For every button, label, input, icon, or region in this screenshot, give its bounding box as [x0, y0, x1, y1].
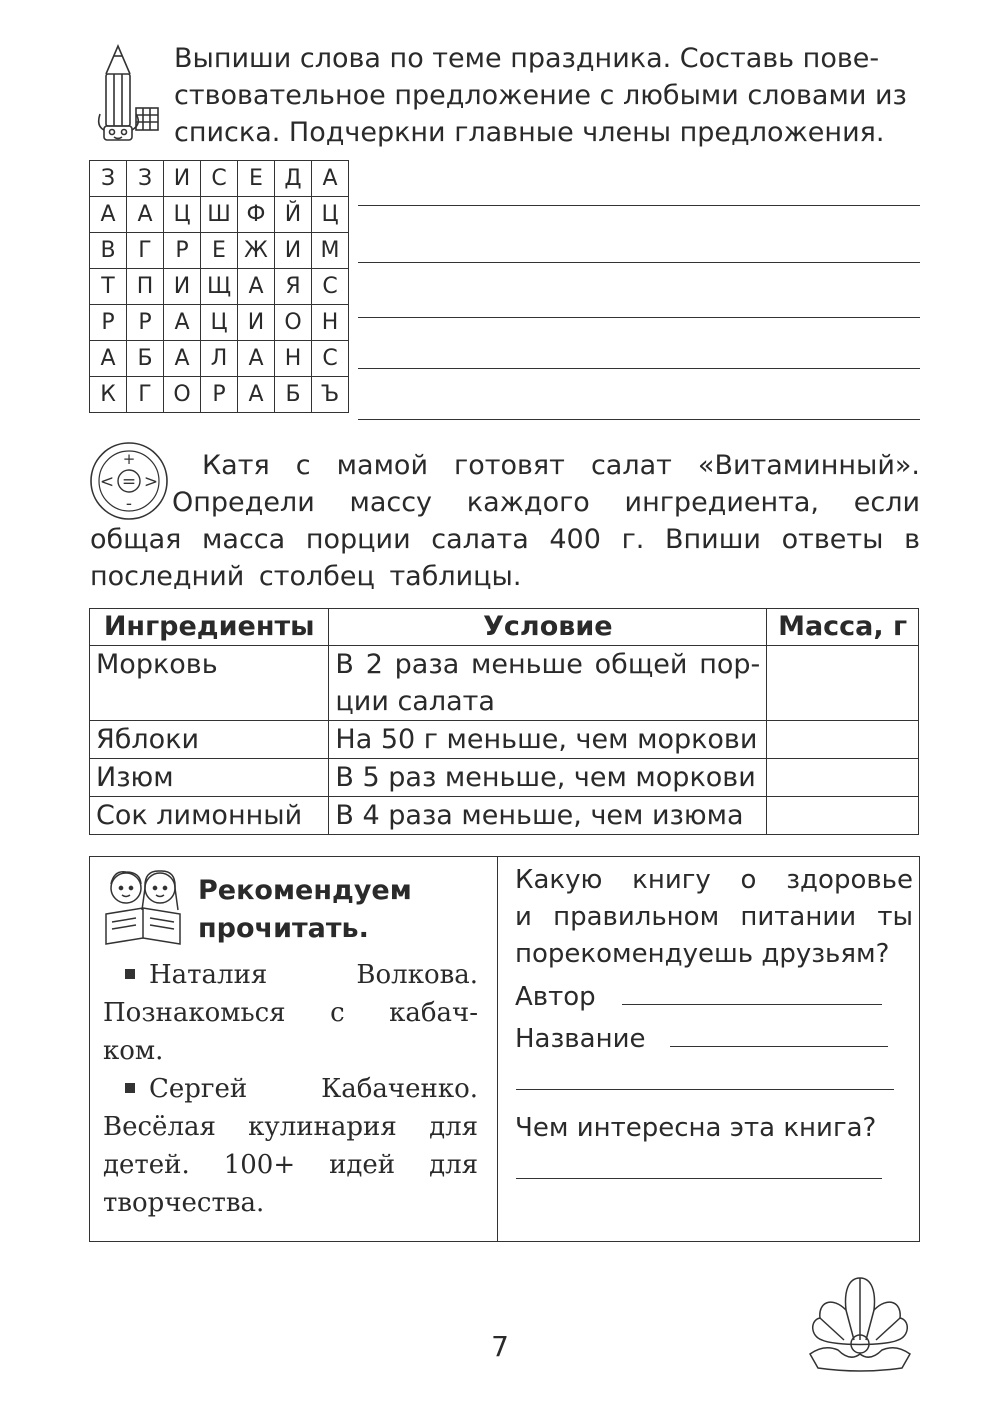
ingredient-cell: Морковь: [90, 646, 329, 721]
mass-answer-cell[interactable]: [767, 721, 919, 759]
grid-cell: А: [238, 269, 275, 305]
condition-cell: На 50 г меньше, чем моркови: [329, 721, 767, 759]
grid-cell: В: [90, 233, 127, 269]
table-row: [90, 646, 919, 721]
grid-cell: А: [164, 341, 201, 377]
table-row: [90, 797, 919, 835]
kids-reading-icon: [100, 866, 188, 948]
grid-cell: Е: [201, 233, 238, 269]
grid-cell: К: [90, 377, 127, 413]
interest-answer-line[interactable]: [516, 1178, 882, 1179]
grid-cell: Я: [275, 269, 312, 305]
grid-cell: Б: [127, 341, 164, 377]
book-line: творчества.: [103, 1188, 265, 1218]
title-line: Рекомендуем: [198, 875, 412, 906]
mass-answer-cell[interactable]: [767, 646, 919, 721]
grid-cell: И: [164, 269, 201, 305]
grid-cell: А: [90, 341, 127, 377]
instruction-line: последний столбец таблицы.: [90, 561, 522, 592]
grid-cell: Е: [238, 161, 275, 197]
grid-cell: Ц: [201, 305, 238, 341]
condition-cell: В 5 раз меньше, чем моркови: [329, 759, 767, 797]
grid-cell: Т: [90, 269, 127, 305]
instruction-line: Определи массу каждого ингредиента, если: [172, 487, 920, 518]
bullet-icon: [125, 1083, 135, 1093]
book-item-2: [103, 1070, 478, 1108]
condition-cell: [329, 646, 767, 721]
answer-write-line[interactable]: [358, 419, 920, 420]
title-label: Название: [515, 1024, 646, 1054]
instruction-line: Выпиши слова по теме праздника. Составь пове-: [174, 43, 880, 74]
grid-cell: И: [238, 305, 275, 341]
book-line: Сергей Кабаченко.: [149, 1074, 478, 1104]
table-row: [90, 721, 919, 759]
table-header-row: [90, 609, 919, 646]
ingredients-table: [89, 608, 919, 835]
minus-sign: -: [125, 494, 133, 514]
mass-answer-cell[interactable]: [767, 797, 919, 835]
book-line: Познакомься с кабач-: [103, 998, 478, 1028]
question-line: Какую книгу о здоровье: [515, 865, 913, 895]
book-item-1: [103, 956, 478, 994]
book-line: Весёлая кулинария для: [103, 1112, 478, 1142]
grid-cell: Ф: [238, 197, 275, 233]
grid-cell: И: [164, 161, 201, 197]
grid-cell: З: [90, 161, 127, 197]
grid-cell: А: [238, 377, 275, 413]
condition-cell: В 4 раза меньше, чем изюма: [329, 797, 767, 835]
grid-cell: Й: [275, 197, 312, 233]
interest-question: Чем интересна эта книга?: [515, 1113, 877, 1143]
grid-cell: А: [127, 197, 164, 233]
plus-sign: +: [122, 450, 136, 468]
grid-cell: Д: [275, 161, 312, 197]
book-line: ком.: [103, 1036, 164, 1066]
title-answer-line[interactable]: [670, 1046, 888, 1047]
grid-cell: Н: [275, 341, 312, 377]
grid-cell: Ш: [201, 197, 238, 233]
title-line: прочитать.: [198, 913, 369, 944]
grid-cell: П: [127, 269, 164, 305]
condition-line: ции салата: [335, 686, 495, 717]
grid-cell: С: [312, 269, 349, 305]
grid-cell: О: [275, 305, 312, 341]
letter-grid: [89, 160, 349, 413]
grid-cell: Ц: [312, 197, 349, 233]
equals-sign: =: [121, 472, 137, 492]
grid-cell: О: [164, 377, 201, 413]
table-row: [90, 759, 919, 797]
grid-cell: Щ: [201, 269, 238, 305]
recommend-title: [198, 872, 478, 948]
recommend-question: [515, 862, 913, 973]
pencil-icon: [92, 44, 162, 150]
grid-cell: Ц: [164, 197, 201, 233]
grid-cell: Р: [90, 305, 127, 341]
grid-cell: Л: [201, 341, 238, 377]
column-header: Масса, г: [767, 609, 919, 646]
grid-cell: Р: [164, 233, 201, 269]
grid-cell: Г: [127, 377, 164, 413]
page-number: 7: [491, 1330, 509, 1363]
grid-cell: Р: [201, 377, 238, 413]
instruction-line: списка. Подчеркни главные члены предложения.: [174, 117, 885, 148]
ingredient-cell: Изюм: [90, 759, 329, 797]
box-divider: [497, 856, 498, 1242]
column-header: Условие: [329, 609, 767, 646]
question-line: и правильном питании ты: [515, 902, 913, 932]
condition-line: В 2 раза меньше общей пор-: [335, 649, 761, 680]
author-answer-line[interactable]: [622, 1004, 882, 1005]
grid-cell: М: [312, 233, 349, 269]
grid-cell: Н: [312, 305, 349, 341]
bullet-icon: [125, 969, 135, 979]
grid-cell: Б: [275, 377, 312, 413]
book-list: [103, 956, 478, 1222]
question-line: порекомендуешь друзьям?: [515, 939, 890, 969]
instruction-line: Катя с мамой готовят салат «Витаминный».: [202, 450, 920, 481]
book-line: детей. 100+ идей для: [103, 1150, 478, 1180]
answer-write-line[interactable]: [358, 368, 920, 369]
exercise2-instructions: [90, 447, 920, 595]
exercise1-instructions: [174, 40, 920, 151]
grid-cell: Р: [127, 305, 164, 341]
mass-answer-cell[interactable]: [767, 759, 919, 797]
title-answer-line-2[interactable]: [516, 1089, 894, 1090]
grid-cell: Г: [127, 233, 164, 269]
grid-cell: А: [90, 197, 127, 233]
ingredient-cell: Сок лимонный: [90, 797, 329, 835]
answer-write-line[interactable]: [358, 262, 920, 263]
grid-cell: С: [201, 161, 238, 197]
grid-cell: А: [238, 341, 275, 377]
answer-write-line[interactable]: [358, 317, 920, 318]
answer-write-line[interactable]: [358, 205, 920, 206]
book-line: Наталия Волкова.: [149, 960, 478, 990]
grid-cell: А: [312, 161, 349, 197]
author-label: Автор: [515, 982, 596, 1012]
greater-sign: >: [143, 472, 159, 492]
less-sign: <: [99, 472, 115, 492]
grid-cell: Ъ: [312, 377, 349, 413]
grid-cell: Ж: [238, 233, 275, 269]
ingredient-cell: Яблоки: [90, 721, 329, 759]
grid-cell: С: [312, 341, 349, 377]
column-header: Ингредиенты: [90, 609, 329, 646]
grid-cell: А: [164, 305, 201, 341]
grid-cell: И: [275, 233, 312, 269]
grid-cell: З: [127, 161, 164, 197]
instruction-line: ствовательное предложение с любыми словами из: [174, 80, 907, 111]
instruction-line: общая масса порции салата 400 г. Впиши ответы в: [90, 524, 920, 555]
